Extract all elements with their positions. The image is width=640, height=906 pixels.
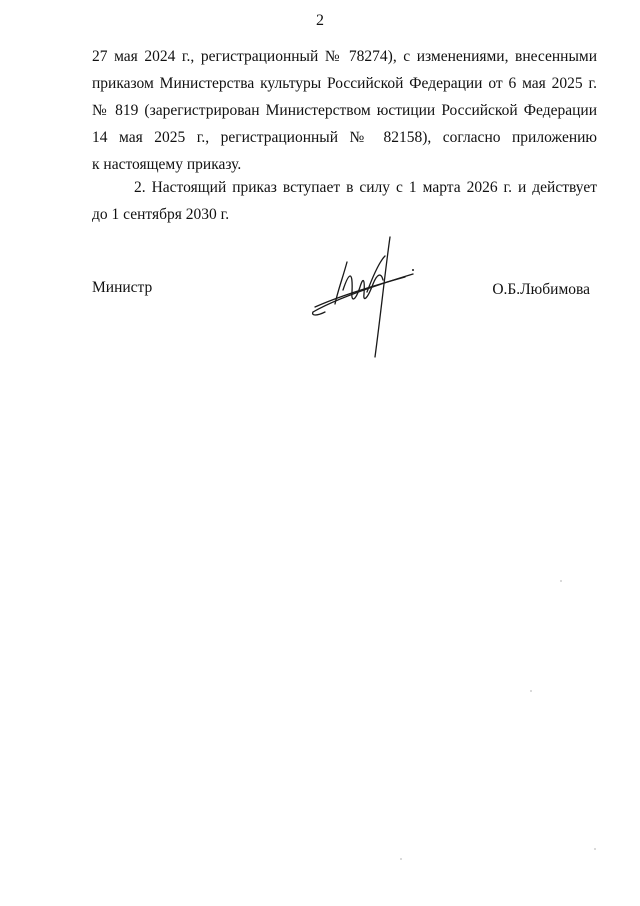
page-number: 2 — [316, 12, 324, 29]
signatory-name: О.Б.Любимова — [492, 281, 590, 298]
paragraph-line: до 1 сентября 2030 г. — [92, 206, 230, 223]
scan-speck — [400, 858, 402, 860]
paragraph-2 — [92, 174, 597, 228]
paragraph-line: к настоящему приказу. — [92, 156, 242, 173]
scan-speck — [530, 690, 532, 692]
paragraph-line: 2. Настоящий приказ вступает в силу с 1 марта 2026 г. и действует — [134, 179, 597, 196]
paragraph-line: 27 мая 2024 г., регистрационный № 78274), с изменениями, внесенными — [92, 48, 597, 65]
paragraph-1 — [92, 43, 597, 178]
paragraph-line: приказом Министерства культуры Российской Федерации от 6 мая 2025 г. — [92, 75, 597, 92]
handwritten-signature — [305, 232, 425, 362]
paragraph-line: № 819 (зарегистрирован Министерством юстиции Российской Федерации — [92, 102, 597, 119]
signatory-title: Министр — [92, 279, 153, 296]
paragraph-line: 14 мая 2025 г., регистрационный № 82158), согласно приложению — [92, 129, 597, 146]
scan-speck — [560, 580, 562, 582]
scan-speck — [594, 848, 596, 850]
